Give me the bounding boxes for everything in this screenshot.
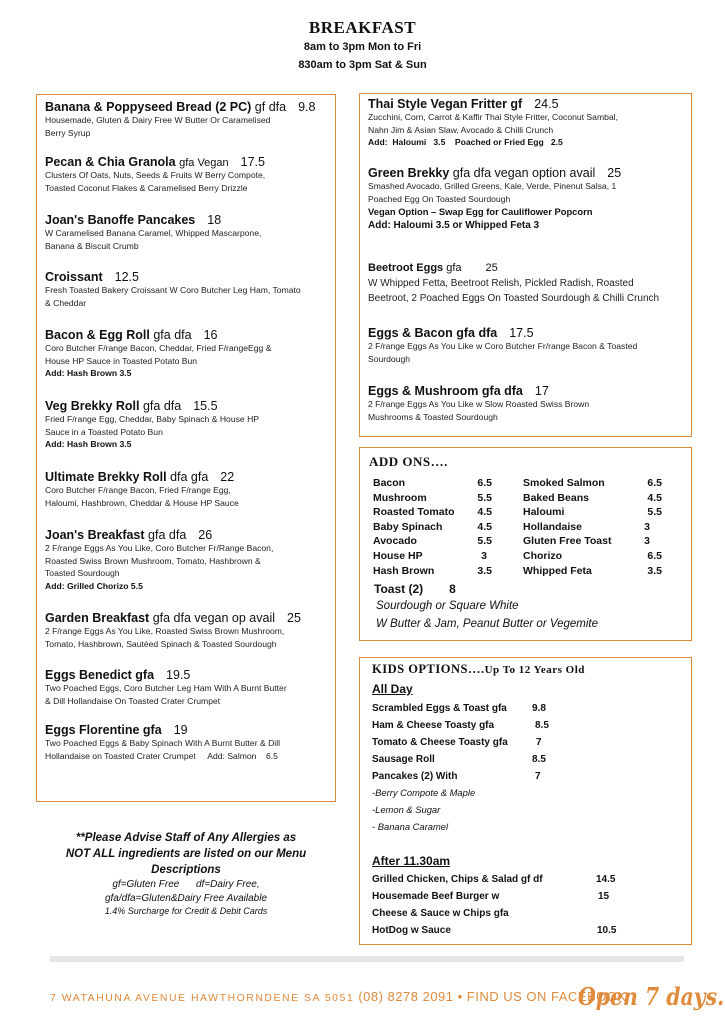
item-desc: Coro Butcher F/range Bacon, Cheddar, Fried F/rangeEgg & — [45, 343, 272, 353]
menu-item — [368, 384, 685, 423]
item-desc: & Dill Hollandaise On Toasted Crater Crumpet — [45, 695, 221, 706]
item-price: 17.5 — [509, 326, 534, 340]
right-menu-panel — [359, 93, 692, 437]
item-desc: 2 F/range Eggs As You Like w Coro Butcher Fr/range Bacon & Toasted — [368, 341, 638, 351]
page-title: BREAKFAST — [308, 18, 417, 37]
menu-item — [45, 100, 329, 139]
item-desc: Roasted Swiss Brown Mushroom, Tomato, Hashbrown & — [45, 555, 261, 566]
item-addon: Add: Haloumi 3.5 Poached or Fried Egg 2.5 — [368, 137, 563, 148]
addon-row: Smoked Salmon 6.5 — [523, 477, 662, 489]
menu-item — [45, 213, 329, 252]
kids-panel — [359, 657, 692, 945]
item-name: Bacon & Egg Roll — [45, 328, 150, 342]
item-name: Banana & Poppyseed Bread (2 PC) — [45, 100, 252, 114]
menu-item — [368, 262, 685, 306]
item-price: 22 — [220, 470, 235, 484]
item-addon: Add: Haloumi 3.5 or Whipped Feta 3 — [368, 219, 540, 231]
menu-item — [45, 723, 329, 762]
item-price: 16 — [203, 328, 218, 342]
item-price: 24.5 — [534, 97, 559, 111]
item-price: 19.5 — [166, 668, 191, 682]
addons-panel — [359, 447, 692, 641]
item-desc: Toasted Sourdough — [45, 568, 120, 579]
addon-row: Mushroom 5.5 — [373, 491, 492, 504]
kids-item: Cheese & Sauce w Chips gfa — [372, 908, 509, 919]
item-price: 17.5 — [240, 155, 265, 169]
addon-row: Gluten Free Toast 3 — [523, 535, 650, 548]
item-desc: Toasted Coconut Flakes & Caramelised Berry Drizzle — [45, 182, 248, 193]
surcharge-note: 1.4% Surcharge for Credit & Debit Cards — [104, 906, 268, 916]
item-desc: W Whipped Fetta, Beetroot Relish, Pickled Radish, Roasted — [368, 278, 634, 289]
toast-row: Toast (2) 8 — [374, 582, 456, 596]
item-name: Ultimate Brekky Roll — [45, 470, 167, 484]
menu-item — [45, 328, 329, 380]
item-desc: Fresh Toasted Bakery Croissant W Coro Butcher Leg Ham, Tomato — [45, 285, 301, 295]
item-price: 15.5 — [193, 399, 218, 413]
menu-item — [45, 155, 329, 194]
item-name: Joan's Banoffe Pancakes — [45, 213, 196, 227]
addon-row: Roasted Tomato 4.5 — [373, 506, 492, 519]
item-tags: gfa dfa — [142, 399, 182, 413]
item-desc: 2 F/range Eggs As You Like w Slow Roasted Swiss Brown — [368, 399, 590, 409]
toast-options: Sourdough or Square White — [376, 600, 519, 612]
item-desc: Banana & Biscuit Crumb — [45, 240, 139, 251]
kids-item: Grilled Chicken, Chips & Salad gf df 14.5 — [372, 874, 616, 885]
item-addon: Add: Hash Brown 3.5 — [45, 439, 132, 450]
hours-weekday: 8am to 3pm Mon to Fri — [303, 41, 422, 53]
item-desc: Coro Butcher F/range Bacon, Fried F/range Egg, — [45, 485, 231, 495]
menu-item — [368, 97, 685, 149]
hours-weekend: 830am to 3pm Sat & Sun — [298, 59, 427, 71]
item-desc: Haloumi, Hashbrown, Cheddar & House HP Sauce — [45, 497, 239, 508]
item-tags: gfa dfa — [153, 328, 192, 342]
addons-right-list — [523, 476, 662, 578]
kids-item: HotDog w Sauce 10.5 — [372, 925, 617, 936]
kids-item: Sausage Roll 8.5 — [372, 754, 546, 765]
kids-item: Ham & Cheese Toasty gfa 8.5 — [372, 720, 549, 731]
kids-after-label: After 11.30am — [372, 854, 451, 868]
item-tags: gfa — [446, 262, 462, 274]
pancake-option: -Berry Compote & Maple — [372, 787, 476, 798]
item-addon: Add: Hash Brown 3.5 — [45, 368, 132, 379]
addons-left-list — [373, 476, 492, 578]
item-name: Eggs & Bacon — [368, 326, 453, 340]
item-name: Garden Breakfast — [45, 611, 150, 625]
item-desc: Tomato, Hashbrown, Sautéed Spinach & Toasted Sourdough — [45, 638, 277, 649]
footer-phone: (08) 8278 2091 • FIND US ON FACEBOOK — [358, 989, 627, 1004]
item-tags: gfa dfa — [456, 326, 498, 340]
addon-row: Avocado 5.5 — [373, 535, 492, 548]
toast-spreads: W Butter & Jam, Peanut Butter or Vegemite — [376, 618, 599, 630]
item-desc: Clusters Of Oats, Nuts, Seeds & Fruits W Berry Compote, — [45, 170, 266, 180]
item-addon: Add: Grilled Chorizo 5.5 — [45, 580, 143, 591]
menu-item — [45, 668, 329, 707]
item-desc: Beetroot, 2 Poached Eggs On Toasted Sourdough & Chilli Crunch — [368, 293, 660, 304]
dietary-legend: gfa/dfa=Gluten&Dairy Free Available — [104, 893, 268, 904]
item-name: Eggs Florentine gfa — [45, 723, 162, 737]
item-desc: Sourdough — [368, 353, 411, 364]
pancake-option: -Lemon & Sugar — [372, 804, 441, 815]
menu-item — [45, 528, 329, 592]
item-name: Croissant — [45, 270, 103, 284]
item-price: 25 — [607, 166, 622, 180]
item-tags: gfa dfa — [148, 528, 187, 542]
item-name: Eggs Benedict gfa — [45, 668, 155, 682]
allergy-line: **Please Advise Staff of Any Allergies as — [75, 832, 297, 844]
menu-item — [45, 270, 329, 309]
menu-header — [0, 18, 725, 74]
addon-row: Baby Spinach 4.5 — [373, 520, 492, 533]
item-desc: Housemade, Gluten & Dairy Free W Butter Or Caramelised — [45, 115, 271, 125]
menu-item — [45, 611, 329, 650]
item-name: Joan's Breakfast — [45, 528, 145, 542]
menu-item — [368, 166, 685, 233]
allergy-line: NOT ALL ingredients are listed on our Menu — [65, 848, 307, 860]
item-tags: gfa Vegan — [179, 157, 229, 169]
left-menu-panel — [36, 94, 336, 802]
addon-row: Haloumi 5.5 — [523, 506, 662, 519]
item-name: Thai Style Vegan Fritter — [368, 97, 507, 111]
kids-title: KIDS OPTIONS….Up To 12 Years Old — [372, 662, 585, 676]
item-tags: dfa gfa — [170, 470, 209, 484]
footer-contact — [50, 989, 627, 1004]
item-desc: Zucchini, Corn, Carrot & Kaffir Thai Style Fritter, Coconut Sambal, — [368, 112, 618, 122]
item-price: 19 — [173, 723, 188, 737]
item-desc: Poached Egg On Toasted Sourdough — [368, 193, 511, 204]
item-desc: Nahn Jim & Asian Slaw, Avocado & Chilli Crunch — [368, 124, 554, 135]
item-name: Green Brekky — [368, 166, 450, 180]
kids-item: Pancakes (2) With 7 — [372, 771, 541, 782]
item-desc: Sauce in a Toasted Potato Bun — [45, 426, 163, 437]
item-desc: Fried F/range Egg, Cheddar, Baby Spinach & House HP — [45, 414, 260, 424]
dietary-legend: gf=Gluten Free df=Dairy Free, — [112, 879, 260, 890]
pancake-option: - Banana Caramel — [372, 821, 449, 832]
open-days-logo: Open 7 days. — [578, 982, 725, 1011]
addon-row: Baked Beans 4.5 — [523, 491, 662, 504]
item-price: 12.5 — [114, 270, 139, 284]
addon-row: Hollandaise 3 — [523, 520, 650, 533]
item-price: 18 — [207, 213, 222, 227]
addon-row: Chorizo 6.5 — [523, 549, 662, 562]
item-desc: Hollandaise on Toasted Crater Crumpet Add: Salmon 6.5 — [45, 750, 278, 761]
item-desc: Two Poached Eggs & Baby Spinach With A Burnt Butter & Dill — [45, 738, 281, 748]
footer-divider — [50, 956, 684, 962]
item-desc: House HP Sauce in Toasted Potato Bun — [45, 355, 198, 366]
item-addon: Vegan Option – Swap Egg for Cauliflower Popcorn — [368, 206, 593, 218]
kids-item: Tomato & Cheese Toasty gfa 7 — [372, 737, 542, 748]
item-desc: Mushrooms & Toasted Sourdough — [368, 411, 498, 422]
item-price: 9.8 — [298, 100, 316, 114]
item-tags: gf dfa — [254, 100, 287, 114]
kids-item: Housemade Beef Burger w 15 — [372, 891, 610, 902]
addons-title: ADD ONS…. — [369, 454, 448, 469]
item-desc: W Caramelised Banana Caramel, Whipped Mascarpone, — [45, 228, 262, 238]
item-price: 25 — [287, 611, 301, 625]
allergy-note — [36, 830, 336, 916]
item-desc: & Cheddar — [45, 297, 87, 308]
item-name: Pecan & Chia Granola — [45, 155, 176, 169]
addon-row: House HP 3 — [373, 549, 487, 562]
kids-item: Scrambled Eggs & Toast gfa 9.8 — [372, 703, 546, 714]
item-desc: Two Poached Eggs, Coro Butcher Leg Ham With A Burnt Butter — [45, 683, 287, 693]
item-tags: gf — [510, 97, 523, 111]
item-desc: Berry Syrup — [45, 127, 91, 138]
kids-all-day-label: All Day — [372, 682, 413, 696]
item-name: Eggs & Mushroom gfa dfa — [368, 384, 523, 398]
item-name: Beetroot Eggs — [368, 262, 444, 274]
allergy-line: Descriptions — [151, 864, 221, 876]
item-price: 17 — [534, 384, 549, 398]
addon-row: Hash Brown 3.5 — [373, 564, 492, 577]
item-tags: gfa dfa vegan op avail — [152, 611, 276, 625]
item-desc: Smashed Avocado, Grilled Greens, Kale, Verde, Pinenut Salsa, 1 — [368, 181, 617, 191]
item-price: 25 — [485, 262, 498, 274]
addon-row: Whipped Feta 3.5 — [523, 564, 662, 577]
addon-row: Bacon 6.5 — [373, 477, 492, 489]
menu-item — [45, 470, 329, 509]
item-tags: gfa dfa vegan option avail — [452, 166, 596, 180]
item-name: Veg Brekky Roll — [45, 399, 140, 413]
item-desc: 2 F/range Eggs As You Like, Roasted Swiss Brown Mushroom, — [45, 626, 285, 636]
menu-item — [45, 399, 329, 451]
menu-item — [368, 326, 685, 365]
item-desc: 2 F/range Eggs As You Like, Coro Butcher Fr/Range Bacon, — [45, 543, 274, 553]
item-price: 26 — [198, 528, 213, 542]
footer-address: 7 WATAHUNA AVENUE HAWTHORNDENE SA 5051 — [50, 992, 355, 1004]
